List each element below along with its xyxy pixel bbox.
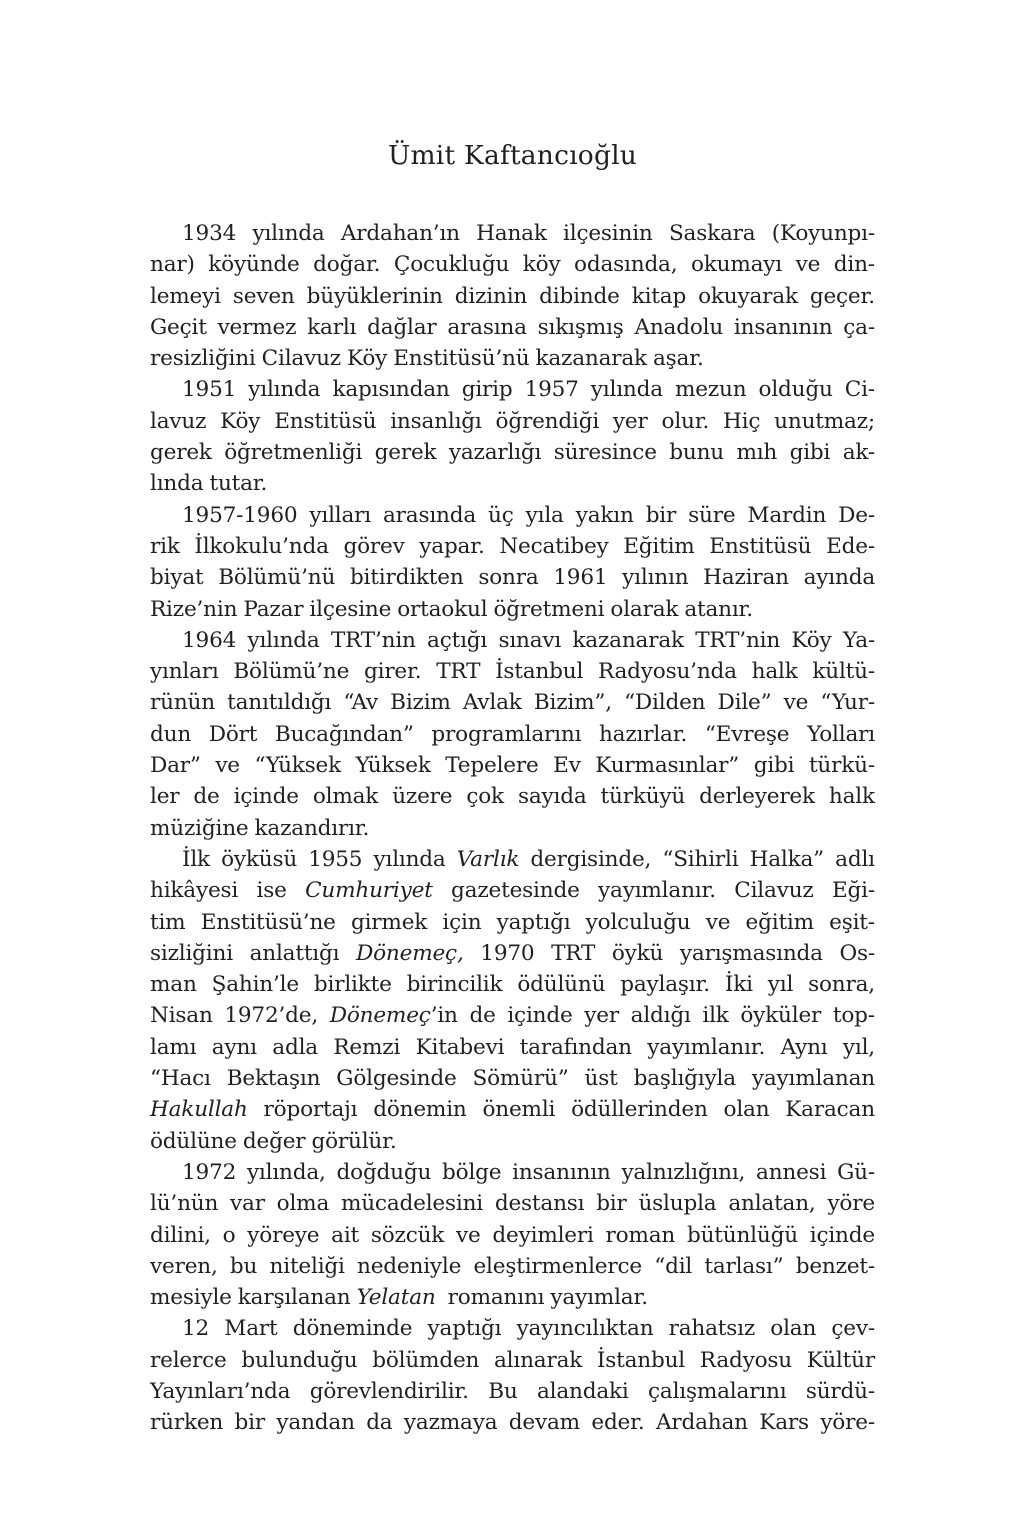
paragraph (150, 218, 875, 374)
text-line: resizliğini Cilavuz Köy Enstitüsü’nü kazanarak aşar. (150, 346, 704, 372)
text-line: İlk öyküsü 1955 yılında Varlık dergisinde, “Sihirli Halka” adlı (182, 846, 875, 872)
text-line: 1951 yılında kapısından girip 1957 yılında mezun olduğu Ci- (182, 377, 875, 403)
text-line: 1934 yılında Ardahan’ın Hanak ilçesinin Saskara (Koyunpı- (182, 221, 875, 246)
paragraph (150, 1157, 875, 1313)
paragraph (150, 500, 875, 625)
text-line: mesiyle karşılanan Yelatan romanını yayımlar. (150, 1285, 648, 1311)
text-line: “Hacı Bektaşın Gölgesinde Sömürü” üst başlığıyla yayımlanan (150, 1066, 875, 1092)
text-line: biyat Bölümü’nü bitirdikten sonra 1961 yılının Haziran ayında (150, 565, 875, 591)
text-line: sizliğini anlattığı Dönemeç, 1970 TRT öykü yarışmasında Os- (150, 940, 875, 966)
text-line: müziğine kazandırır. (150, 815, 370, 841)
text-line: tim Enstitüsü’ne girmek için yaptığı yolculuğu ve eğitim eşit- (150, 909, 875, 935)
text-line: Geçit vermez karlı dağlar arasına sıkışmış Anadolu insanının ça- (150, 314, 875, 340)
text-line: veren, bu niteliği nedeniyle eleştirmenlerce “dil tarlası” benzet- (150, 1253, 875, 1279)
text-line: lında tutar. (150, 471, 268, 497)
paragraph (150, 844, 875, 1157)
biography-text (150, 218, 875, 1439)
text-line: ler de içinde olmak üzere çok sayıda türküyü derleyerek halk (150, 784, 875, 810)
text-line: rik İlkokulu’nda görev yapar. Necatibey Eğitim Enstitüsü Ede- (150, 533, 875, 559)
text-line: rürken bir yandan da yazmaya devam eder. Ardahan Kars yöre- (150, 1410, 875, 1436)
text-line: gerek öğretmenliği gerek yazarlığı süresince bunu mıh gibi ak- (150, 440, 875, 466)
text-line: 12 Mart döneminde yaptığı yayıncılıktan rahatsız olan çev- (182, 1316, 875, 1342)
book-page (150, 138, 875, 1439)
text-line: dun Dört Bucağından” programlarını hazırlar. “Evreşe Yolları (150, 721, 875, 747)
paragraph (150, 625, 875, 844)
text-line: nar) köyünde doğar. Çocukluğu köy odasında, okumayı ve din- (150, 252, 875, 278)
text-line: lemeyi seven büyüklerinin dizinin dibinde kitap okuyarak geçer. (150, 283, 875, 309)
text-line: Dar” ve “Yüksek Yüksek Tepelere Ev Kurmasınlar” gibi türkü- (150, 753, 875, 779)
text-line: Yayınları’nda görevlendirilir. Bu alandaki çalışmalarını sürdü- (150, 1378, 875, 1404)
text-line: dilini, o yöreye ait sözcük ve deyimleri roman bütünlüğü içinde (150, 1222, 875, 1248)
text-line: ödülüne değer görülür. (150, 1128, 397, 1154)
page-title: Ümit Kaftancıoğlu (387, 140, 638, 171)
text-line: lavuz Köy Enstitüsü insanlığı öğrendiği yer olur. Hiç unutmaz; (150, 408, 875, 434)
text-line: 1964 yılında TRT’nin açtığı sınavı kazanarak TRT’nin Köy Ya- (182, 627, 875, 653)
text-line: 1957-1960 yılları arasında üç yıla yakın bir süre Mardin De- (182, 502, 875, 528)
paragraph (150, 1313, 875, 1438)
text-line: Hakullah röportajı dönemin önemli ödüllerinden olan Karacan (150, 1097, 875, 1123)
text-line: yınları Bölümü’ne girer. TRT İstanbul Radyosu’nda halk kültü- (150, 659, 875, 685)
text-line: Nisan 1972’de, Dönemeç’in de içinde yer aldığı ilk öyküler top- (150, 1003, 875, 1029)
text-line: 1972 yılında, doğduğu bölge insanının yalnızlığını, annesi Gü- (182, 1159, 875, 1185)
text-line: rünün tanıtıldığı “Av Bizim Avlak Bizim”, “Dilden Dile” ve “Yur- (150, 690, 875, 716)
text-line: hikâyesi ise Cumhuriyet gazetesinde yayımlanır. Cilavuz Eği- (150, 878, 875, 904)
text-line: lamı aynı adla Remzi Kitabevi tarafından yayımlanır. Aynı yıl, (150, 1034, 875, 1060)
text-line: lü’nün var olma mücadelesini destansı bir üslupla anlatan, yöre (150, 1191, 875, 1217)
text-line: man Şahin’le birlikte birincilik ödülünü paylaşır. İki yıl sonra, (150, 972, 875, 998)
text-line: Rize’nin Pazar ilçesine ortaokul öğretmeni olarak atanır. (150, 596, 753, 622)
text-line: relerce bulunduğu bölümden alınarak İstanbul Radyosu Kültür (150, 1347, 875, 1373)
paragraph (150, 374, 875, 499)
